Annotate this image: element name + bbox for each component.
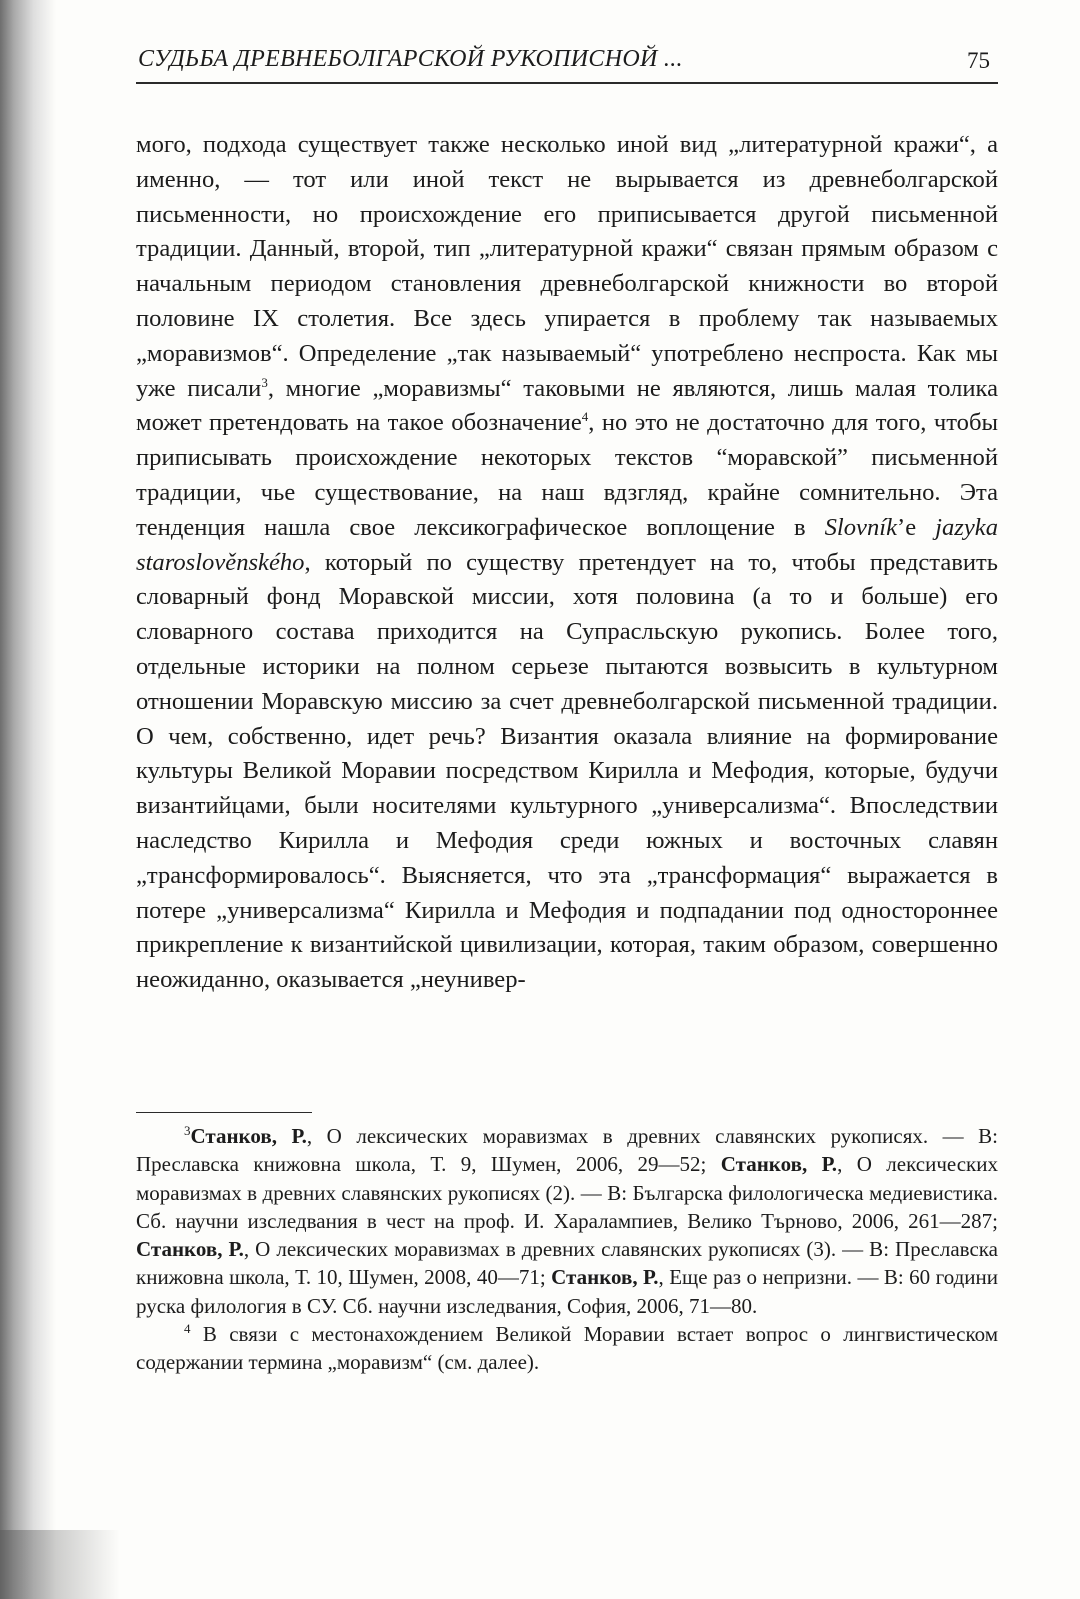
page-corner-shadow: [0, 1530, 120, 1599]
footnote-3-mark: 3: [184, 1123, 191, 1138]
page-number: 75: [967, 48, 990, 73]
title-suffix: ’е: [897, 513, 936, 541]
footnote-author: Станков, Р.: [551, 1265, 659, 1290]
footnote-author: Станков, Р.: [136, 1237, 244, 1262]
footnote-author: Станков, Р.: [190, 1124, 307, 1148]
footnote-3-ref: 3: [261, 374, 268, 390]
main-text: [136, 128, 998, 998]
footnotes: [136, 1122, 998, 1377]
body-text-part-3: , но это не достаточно для того, чтобы приписывать происхождение некоторых текстов “моравской” письменной традиции, чье существование, на наш вдзгляд, крайне сомнительно. Эта тенденция нашла свое лексикографическое воплощение в: [136, 409, 998, 541]
footnote-separator: [136, 1112, 312, 1113]
body-text-part-2: , многие „моравизмы“ таковыми не являются, лишь малая толика может претендовать на такое обозначение: [136, 374, 999, 437]
body-paragraph: [136, 128, 998, 998]
footnote-text: В связи с местонахождением Великой Моравии встает вопрос о лингвистическом содержании термина „моравизм“ (см. далее).: [136, 1322, 998, 1375]
footnote-4: [136, 1320, 998, 1377]
footnote-4-ref: 4: [581, 409, 589, 425]
jazyka-title: jazyka staroslověnského: [136, 513, 998, 576]
running-header: [136, 44, 998, 84]
footnote-text: , О лексических моравизмах в древних славянских рукописях (2). — В: Българска филологическа медиевистика. Сб. научни изследвания в чест на проф. И. Харалампиев, Велико Търново, 2006, 261—287;: [136, 1152, 998, 1233]
body-text-part-1: мого, подхода существует также несколько иной вид „литературной кражи“, а именно, — тот или иной текст не вырывается из древнеболгарской письменности, но происхождение его приписывается другой письменной традиции. Данный, второй, тип „литературной кражи“ связан прямым образом с начальным периодом становления древнеболгарской книжности во второй половине IX столетия. Все здесь упирается в проблему так называемых „моравизмов“. Определение „так называемый“ употреблено неспроста. Как мы уже писали: [136, 131, 998, 402]
footnote-text: , О лексических моравизмах в древних славянских рукописях (3). — В: Преславска книжовна школа, Т. 10, Шумен, 2008, 40—71;: [136, 1237, 998, 1290]
running-title: СУДЬБА ДРЕВНЕБОЛГАРСКОЙ РУКОПИСНОЙ ...: [138, 46, 683, 72]
slovnik-title: Slovník: [824, 513, 897, 541]
footnote-text: , Еще раз о непризни. — В: 60 години руска филология в СУ. Сб. научни изследвания, София, 2006, 71—80.: [136, 1265, 999, 1318]
footnote-4-mark: 4: [184, 1321, 191, 1337]
body-text-part-4: , который по существу претендует на то, чтобы представить словарный фонд Моравской миссии, хотя половина (а то и больше) его словарного состава приходится на Супрасльскую рукопись. Более того, отдельные историки на полном серьезе пытаются возвысить в культурном отношении Моравскую миссию за счет древнеболгарской письменной традиции. О чем, собственно, идет речь? Византия оказала влияние на формирование культуры Великой Моравии посредством Кирилла и Мефодия, которые, будучи византийцами, были носителями культурного „универсализма“. Впоследствии наследство Кирилла и Мефодия среди южных и восточных славян „трансформировалось“. Выясняется, что эта „трансформация“ выражается в потере „универсализма“ Кирилла и Мефодия и подпадании под одностороннее прикрепление к византийской цивилизации, которая, таким образом, совершенно неожиданно, оказывается „неунивер-: [136, 548, 998, 994]
footnote-author: Станков, Р.: [720, 1152, 838, 1177]
footnote-text: , О лексических моравизмах в древних славянских рукописях. — В: Преславска книжовна школа, Т. 9, Шумен, 2006, 29—52;: [136, 1124, 998, 1177]
book-spine-shadow: [0, 0, 56, 1599]
footnote-3: [136, 1122, 998, 1320]
